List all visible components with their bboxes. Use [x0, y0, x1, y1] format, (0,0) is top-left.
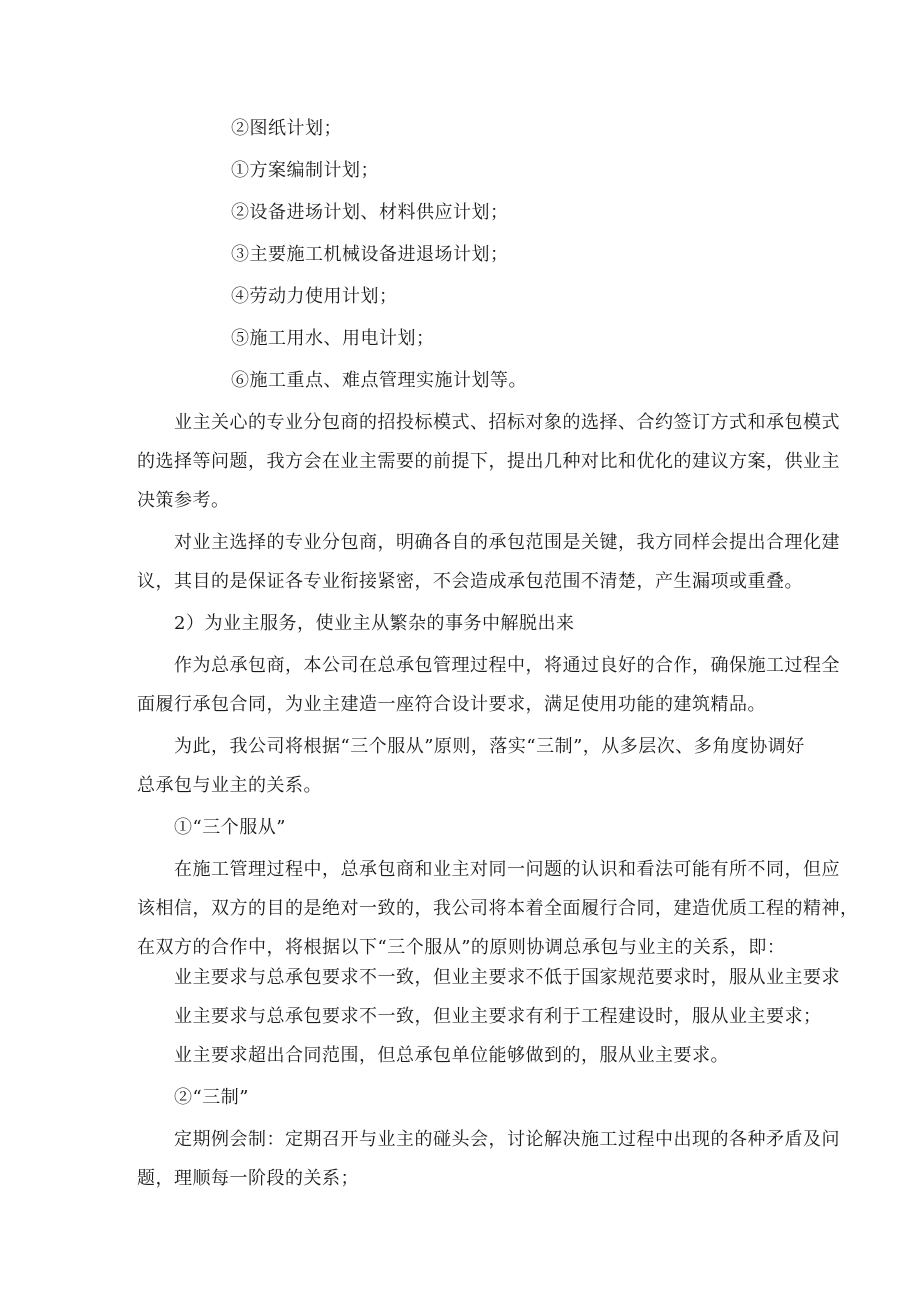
sub-heading: ②“三制” [174, 1087, 249, 1108]
paragraph-line: 的选择等问题，我方会在业主需要的前提下，提出几种对比和优化的建议方案，供业主 [137, 451, 840, 472]
section-heading: 2）为业主服务，使业主从繁杂的事务中解脱出来 [174, 613, 575, 634]
plan-item: ②图纸计划； [231, 118, 342, 139]
paragraph-line: 定期例会制：定期召开与业主的碰头会，讨论解决施工过程中出现的各种矛盾及问 [174, 1129, 840, 1150]
sub-heading: ①“三个服从” [174, 817, 286, 838]
paragraph-line: 作为总承包商，本公司在总承包管理过程中，将通过良好的合作，确保施工过程全 [174, 655, 840, 676]
paragraph-line: 在施工管理过程中，总承包商和业主对同一问题的认识和看法可能有所不同，但应 [174, 859, 840, 880]
paragraph-line: 面履行承包合同，为业主建造一座符合设计要求，满足使用功能的建筑精品。 [137, 694, 766, 715]
rule-line: 业主要求超出合同范围，但总承包单位能够做到的，服从业主要求。 [174, 1045, 729, 1066]
rule-line: 业主要求与总承包要求不一致，但业主要求不低于国家规范要求时，服从业主要求 [174, 967, 840, 988]
plan-item: ⑤施工用水、用电计划； [231, 328, 435, 349]
paragraph-line: 业主关心的专业分包商的招投标模式、招标对象的选择、合约签订方式和承包模式 [174, 412, 840, 433]
plan-item: ④劳动力使用计划； [231, 286, 398, 307]
plan-item: ②设备进场计划、材料供应计划； [231, 202, 509, 223]
plan-item: ①方案编制计划； [231, 160, 379, 181]
paragraph-line: 议，其目的是保证各专业衔接紧密，不会造成承包范围不清楚，产生漏项或重叠。 [137, 571, 803, 592]
paragraph-line: 为此，我公司将根据“三个服从”原则，落实“三制”，从多层次、多角度协调好 [174, 736, 805, 757]
paragraph-line: 该相信，双方的目的是绝对一致的，我公司将本着全面履行合同，建造优质工程的精神， [137, 898, 859, 919]
paragraph-line: 决策参考。 [137, 490, 230, 511]
rule-line: 业主要求与总承包要求不一致，但业主要求有利于工程建设时，服从业主要求； [174, 1006, 822, 1027]
paragraph-line: 题，理顺每一阶段的关系； [137, 1168, 359, 1189]
plan-item: ⑥施工重点、难点管理实施计划等。 [231, 370, 527, 391]
paragraph-line: 对业主选择的专业分包商，明确各自的承包范围是关键，我方同样会提出合理化建 [174, 532, 840, 553]
paragraph-line: 总承包与业主的关系。 [137, 775, 322, 796]
plan-item: ③主要施工机械设备进退场计划； [231, 244, 509, 265]
paragraph-line: 在双方的合作中，将根据以下“三个服从”的原则协调总承包与业主的关系，即： [137, 937, 786, 958]
